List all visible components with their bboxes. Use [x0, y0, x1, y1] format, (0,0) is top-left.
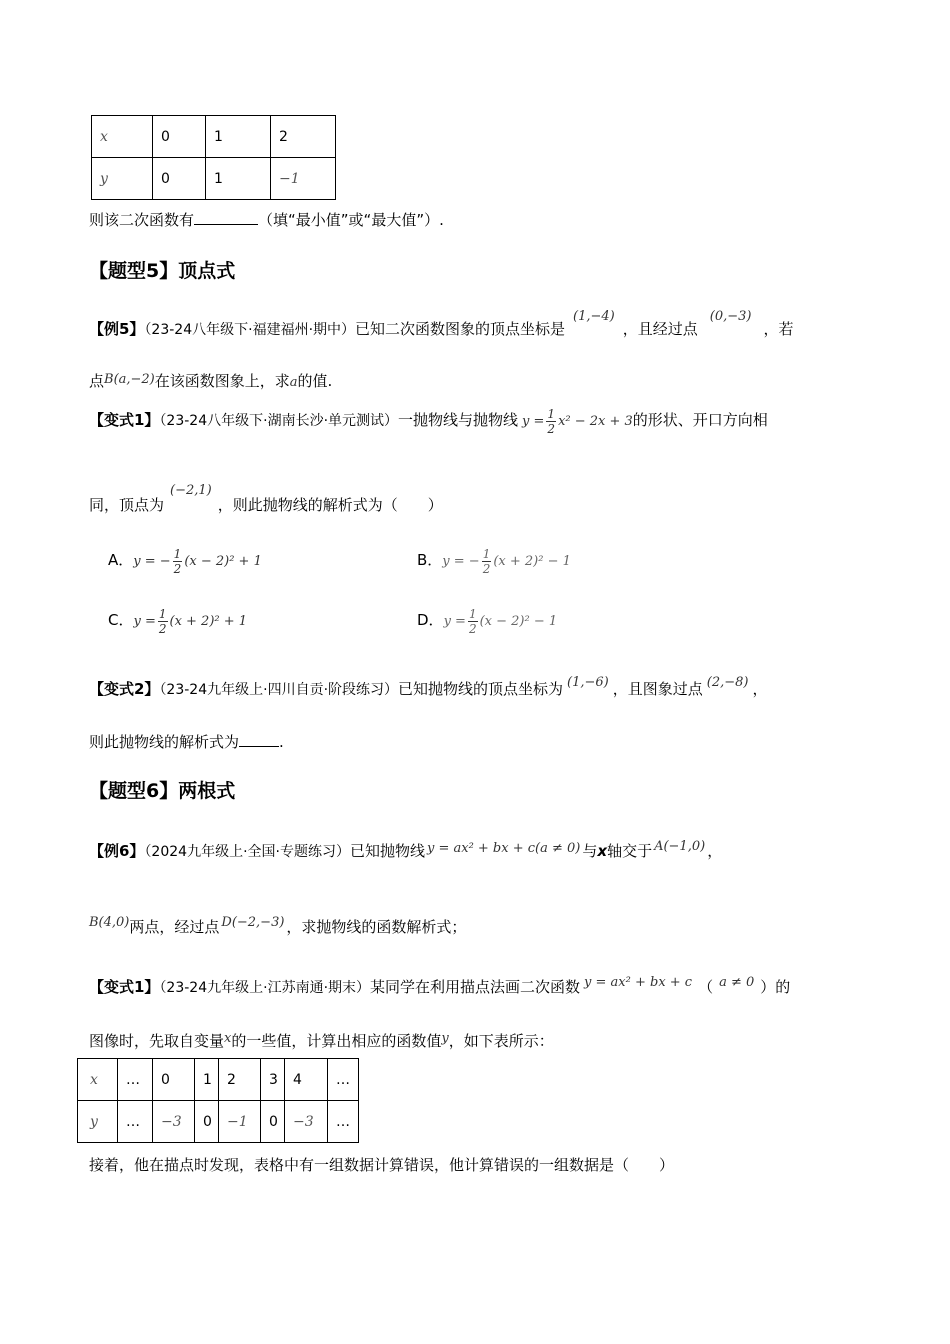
option-letter: D． — [417, 611, 444, 629]
question-text: 与 — [582, 842, 598, 860]
table-cell: −1 — [219, 1101, 261, 1143]
question-text: 点 — [89, 372, 105, 390]
table-cell: 3 — [261, 1059, 285, 1101]
question-text: 某同学在利用描点法画二次函数 — [370, 978, 581, 996]
question-text: 则该二次函数有 — [89, 211, 195, 229]
variant-label: 【变式1】 — [89, 411, 160, 429]
math-quadratic: y = ax² + bx + c — [584, 975, 693, 990]
question-text: 已知抛物线 — [349, 842, 425, 860]
table-head-x: x — [92, 116, 153, 158]
table-cell: … — [118, 1101, 153, 1143]
example-6-line-2 — [89, 916, 466, 937]
axis-x: x — [597, 842, 608, 860]
table-cell: 0 — [195, 1101, 219, 1143]
variant-5-1-line-2 — [89, 483, 443, 515]
question-fill-max-min — [89, 208, 444, 230]
table-cell: … — [328, 1059, 359, 1101]
variant-label: 【变式2】 — [89, 680, 160, 698]
question-text: 已知二次函数图象的顶点坐标是 — [355, 320, 566, 338]
variant-5-2-line-1 — [89, 675, 768, 699]
variant-6-1-question: 接着，他在描点时发现，表格中有一组数据计算错误，他计算错误的一组数据是（ ） — [89, 1156, 675, 1174]
option-formula: y = − $\frac{1}{2}$ (x + 2)² − 1 — [442, 547, 571, 576]
question-text: ，求抛物线的函数解析式； — [286, 918, 467, 936]
question-text: 轴交于 — [607, 842, 653, 860]
variant-5-2-line-2 — [89, 730, 284, 752]
variant-5-1-line-1 — [89, 408, 768, 435]
example-label: 【例6】 — [89, 842, 145, 860]
question-text: 图像时，先取自变量 — [89, 1032, 225, 1050]
math-variable: x — [224, 1031, 232, 1046]
question-text: 已知抛物线的顶点坐标为 — [398, 680, 564, 698]
table-cell: 1 — [195, 1059, 219, 1101]
math-point: (0,−3) — [709, 309, 752, 324]
source-tag: （23-24九年级上·四川自贡·阶段练习） — [159, 682, 399, 698]
question-text: ，则此抛物线的解析式为（ ） — [217, 496, 443, 514]
math-parabola: y = $\frac{1}{2}$ x² − 2x + 3 — [522, 407, 633, 436]
table-row — [92, 116, 336, 158]
option-formula: y = $\frac{1}{2}$ (x − 2)² − 1 — [443, 607, 558, 636]
example-5-line-1 — [89, 309, 794, 339]
table-head-y: y — [92, 158, 153, 200]
table-row — [78, 1101, 359, 1143]
question-text: 的形状、开口方向相 — [632, 411, 768, 429]
question-text: 的值. — [297, 372, 333, 390]
question-text: ，如下表所示： — [448, 1032, 554, 1050]
option-letter: B． — [417, 551, 443, 569]
example-6-line-1 — [89, 840, 722, 861]
variant-6-1-line-1 — [89, 976, 790, 997]
example-label: 【例5】 — [89, 320, 145, 338]
table-head-x: x — [78, 1059, 118, 1101]
math-point-b: B(a,−2) — [104, 372, 155, 387]
math-variable: a — [289, 375, 298, 390]
option-b[interactable] — [417, 548, 571, 575]
math-point: (2,−8) — [706, 675, 749, 690]
question-text: 同，顶点为 — [89, 496, 165, 514]
option-letter: C． — [108, 611, 134, 629]
question-text: 则此抛物线的解析式为 — [89, 733, 240, 751]
question-text: 一抛物线与抛物线 — [398, 411, 519, 429]
table-cell: −3 — [153, 1101, 195, 1143]
question-text: ，且图象过点 — [612, 680, 703, 698]
table-row — [92, 158, 336, 200]
table-head-y: y — [78, 1101, 118, 1143]
question-text: ，若 — [763, 320, 794, 338]
option-formula: y = − $\frac{1}{2}$ (x − 2)² + 1 — [133, 547, 262, 576]
section-title-5: 【题型5】顶点式 — [89, 260, 236, 282]
math-vertex: (1,−6) — [567, 675, 609, 690]
math-condition: a ≠ 0 — [719, 975, 755, 990]
table-cell: 0 — [153, 158, 206, 200]
math-point-a: A(−1,0) — [654, 839, 706, 854]
option-a[interactable] — [108, 548, 262, 575]
math-parabola: y = ax² + bx + c(a ≠ 0) — [426, 841, 581, 856]
question-text: ，且经过点 — [622, 320, 698, 338]
math-point-d: D(−2,−3) — [221, 915, 285, 930]
option-d[interactable] — [417, 608, 557, 635]
table-cell: −3 — [285, 1101, 328, 1143]
answer-blank[interactable] — [239, 730, 279, 747]
source-tag: （23-24八年级下·湖南长沙·单元测试） — [159, 413, 399, 429]
table-cell: −1 — [271, 158, 336, 200]
question-text: ， — [752, 680, 768, 698]
math-variable: y — [441, 1031, 449, 1046]
question-text: . — [279, 733, 284, 751]
question-text: ， — [707, 842, 723, 860]
math-vertex: (−2,1) — [170, 483, 212, 498]
table-cell: 2 — [219, 1059, 261, 1101]
variant-6-1-line-2 — [89, 1030, 554, 1051]
table-cell: … — [118, 1059, 153, 1101]
answer-blank[interactable] — [194, 208, 258, 225]
math-vertex: (1,−4) — [573, 309, 615, 324]
option-letter: A． — [108, 551, 134, 569]
option-formula: y = $\frac{1}{2}$ (x + 2)² + 1 — [133, 607, 248, 636]
section-title-6: 【题型6】两根式 — [89, 780, 236, 802]
variant-label: 【变式1】 — [89, 978, 160, 996]
question-text: 两点，经过点 — [129, 918, 220, 936]
example-5-line-2 — [89, 370, 332, 391]
table-cell: 0 — [153, 1059, 195, 1101]
table-row — [78, 1059, 359, 1101]
table-values-1 — [91, 115, 336, 200]
question-text: ）的 — [760, 978, 791, 996]
question-text: （ — [698, 978, 714, 996]
question-text: 在该函数图象上，求 — [154, 372, 290, 390]
table-cell: … — [328, 1101, 359, 1143]
table-cell: 4 — [285, 1059, 328, 1101]
table-cell: 2 — [271, 116, 336, 158]
table-cell: 1 — [206, 158, 271, 200]
question-text: （填“最小值”或“最大值”）. — [258, 211, 444, 229]
source-tag: （23-24八年级下·福建福州·期中） — [144, 322, 356, 338]
source-tag: （2024九年级上·全国·专题练习） — [144, 844, 350, 860]
table-cell: 0 — [153, 116, 206, 158]
option-c[interactable] — [108, 608, 247, 635]
table-cell: 1 — [206, 116, 271, 158]
source-tag: （23-24九年级上·江苏南通·期末） — [159, 980, 371, 996]
question-text: 的一些值，计算出相应的函数值 — [231, 1032, 442, 1050]
table-cell: 0 — [261, 1101, 285, 1143]
math-point-b: B(4,0) — [89, 915, 130, 930]
table-values-2 — [77, 1058, 359, 1143]
